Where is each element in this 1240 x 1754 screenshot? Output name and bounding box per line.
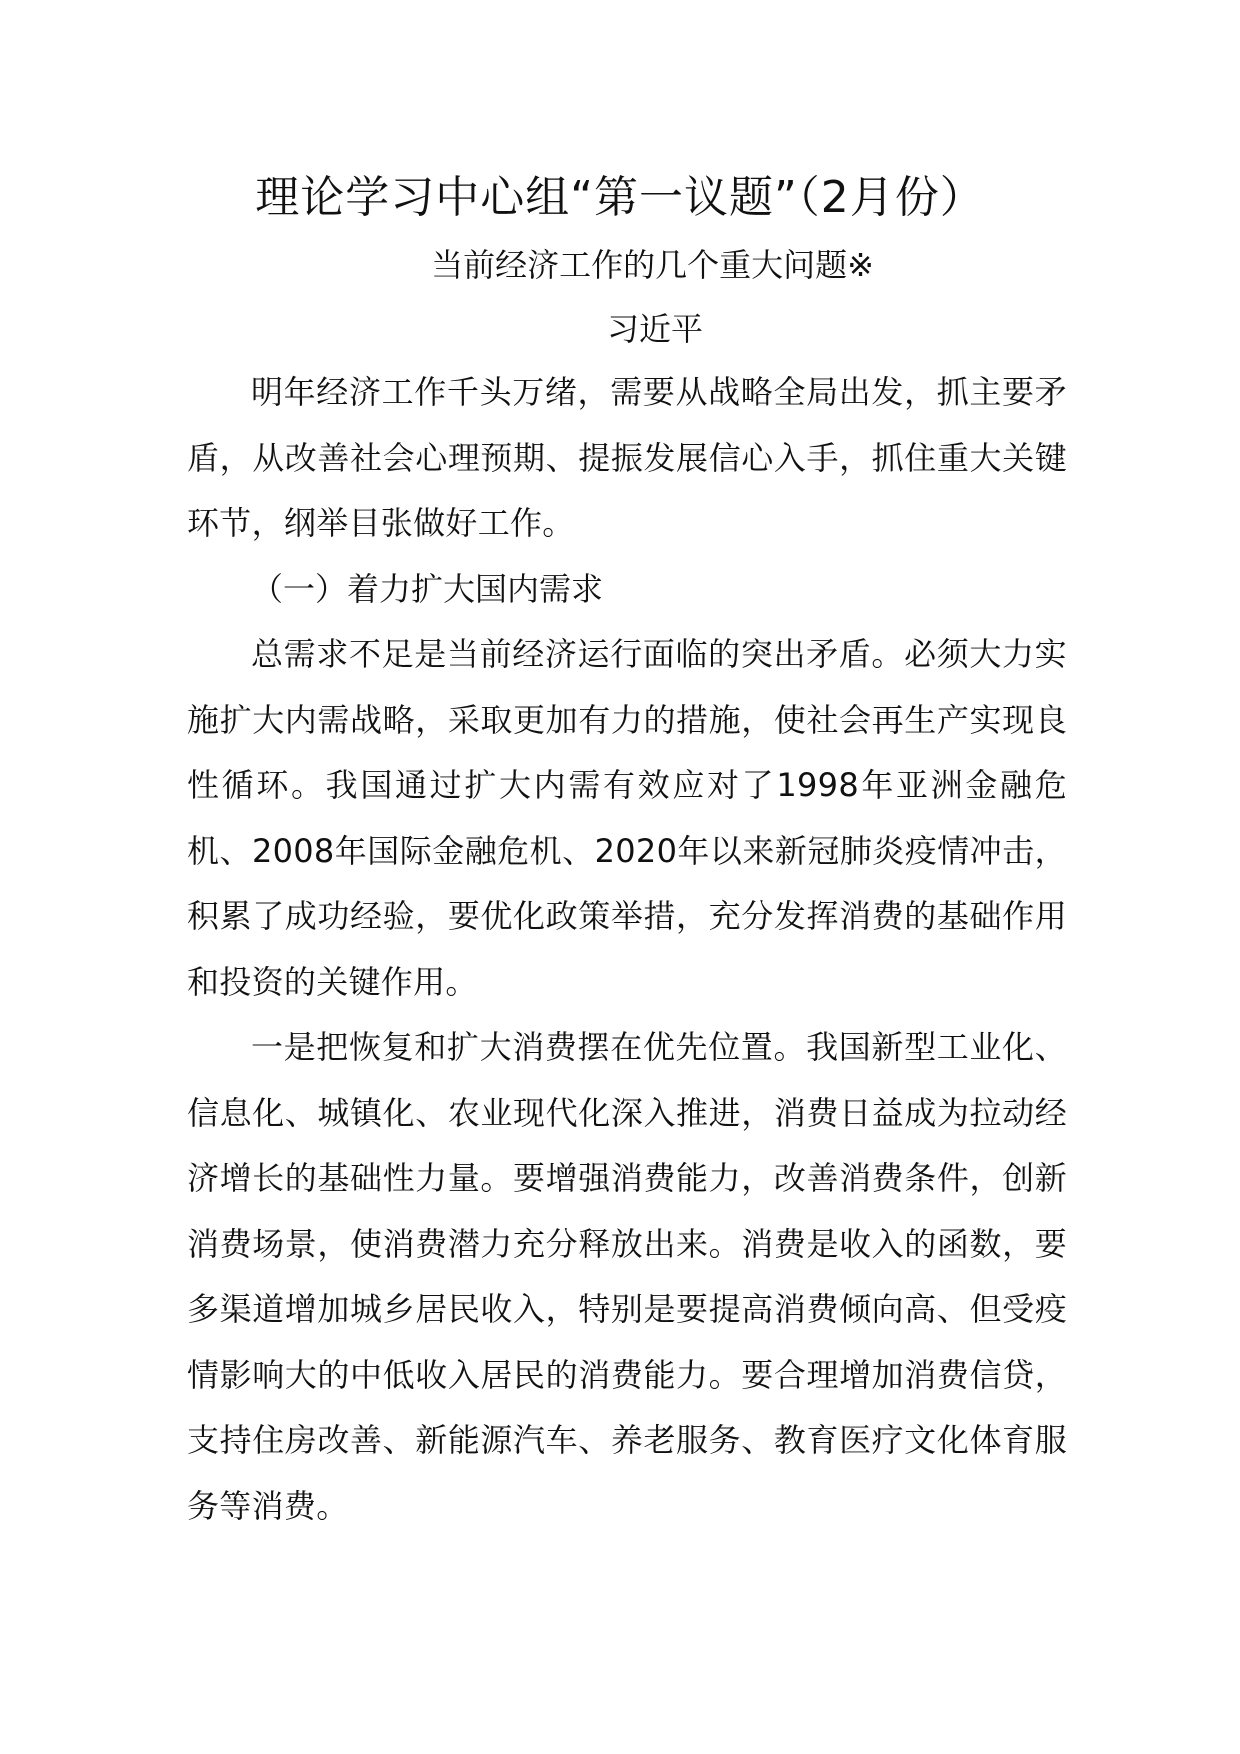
paragraph-intro: 明年经济工作千头万绪，需要从战略全局出发，抓主要矛盾，从改善社会心理预期、提振发展信心入手，抓住重大关键环节，纲举目张做好工作。 bbox=[187, 373, 1067, 542]
section-heading: （一）着力扩大国内需求 bbox=[251, 569, 604, 608]
document-author: 习近平 bbox=[606, 310, 703, 348]
document-title: 理论学习中心组“第一议题”（2月份） bbox=[255, 172, 985, 223]
document-body bbox=[187, 360, 1067, 1539]
paragraph-demand: 总需求不足是当前经济运行面临的突出矛盾。必须大力实施扩大内需战略，采取更加有力的措施，使社会再生产实现良性循环。我国通过扩大内需有效应对了1998年亚洲金融危机、2008年国际金融危机、2020年以来新冠肺炎疫情冲击，积累了成功经验，要优化政策举措，充分发挥消费的基础作用和投资的关键作用。 bbox=[187, 635, 1067, 1001]
paragraph-consumption: 一是把恢复和扩大消费摆在优先位置。我国新型工业化、信息化、城镇化、农业现代化深入推进，消费日益成为拉动经济增长的基础性力量。要增强消费能力，改善消费条件，创新消费场景，使消费潜力充分释放出来。消费是收入的函数，要多渠道增加城乡居民收入，特别是要提高消费倾向高、但受疫情影响大的中低收入居民的消费能力。要合理增加消费信贷，支持住房改善、新能源汽车、养老服务、教育医疗文化体育服务等消费。 bbox=[187, 1028, 1067, 1525]
document-subtitle: 当前经济工作的几个重大问题※ bbox=[431, 246, 874, 284]
